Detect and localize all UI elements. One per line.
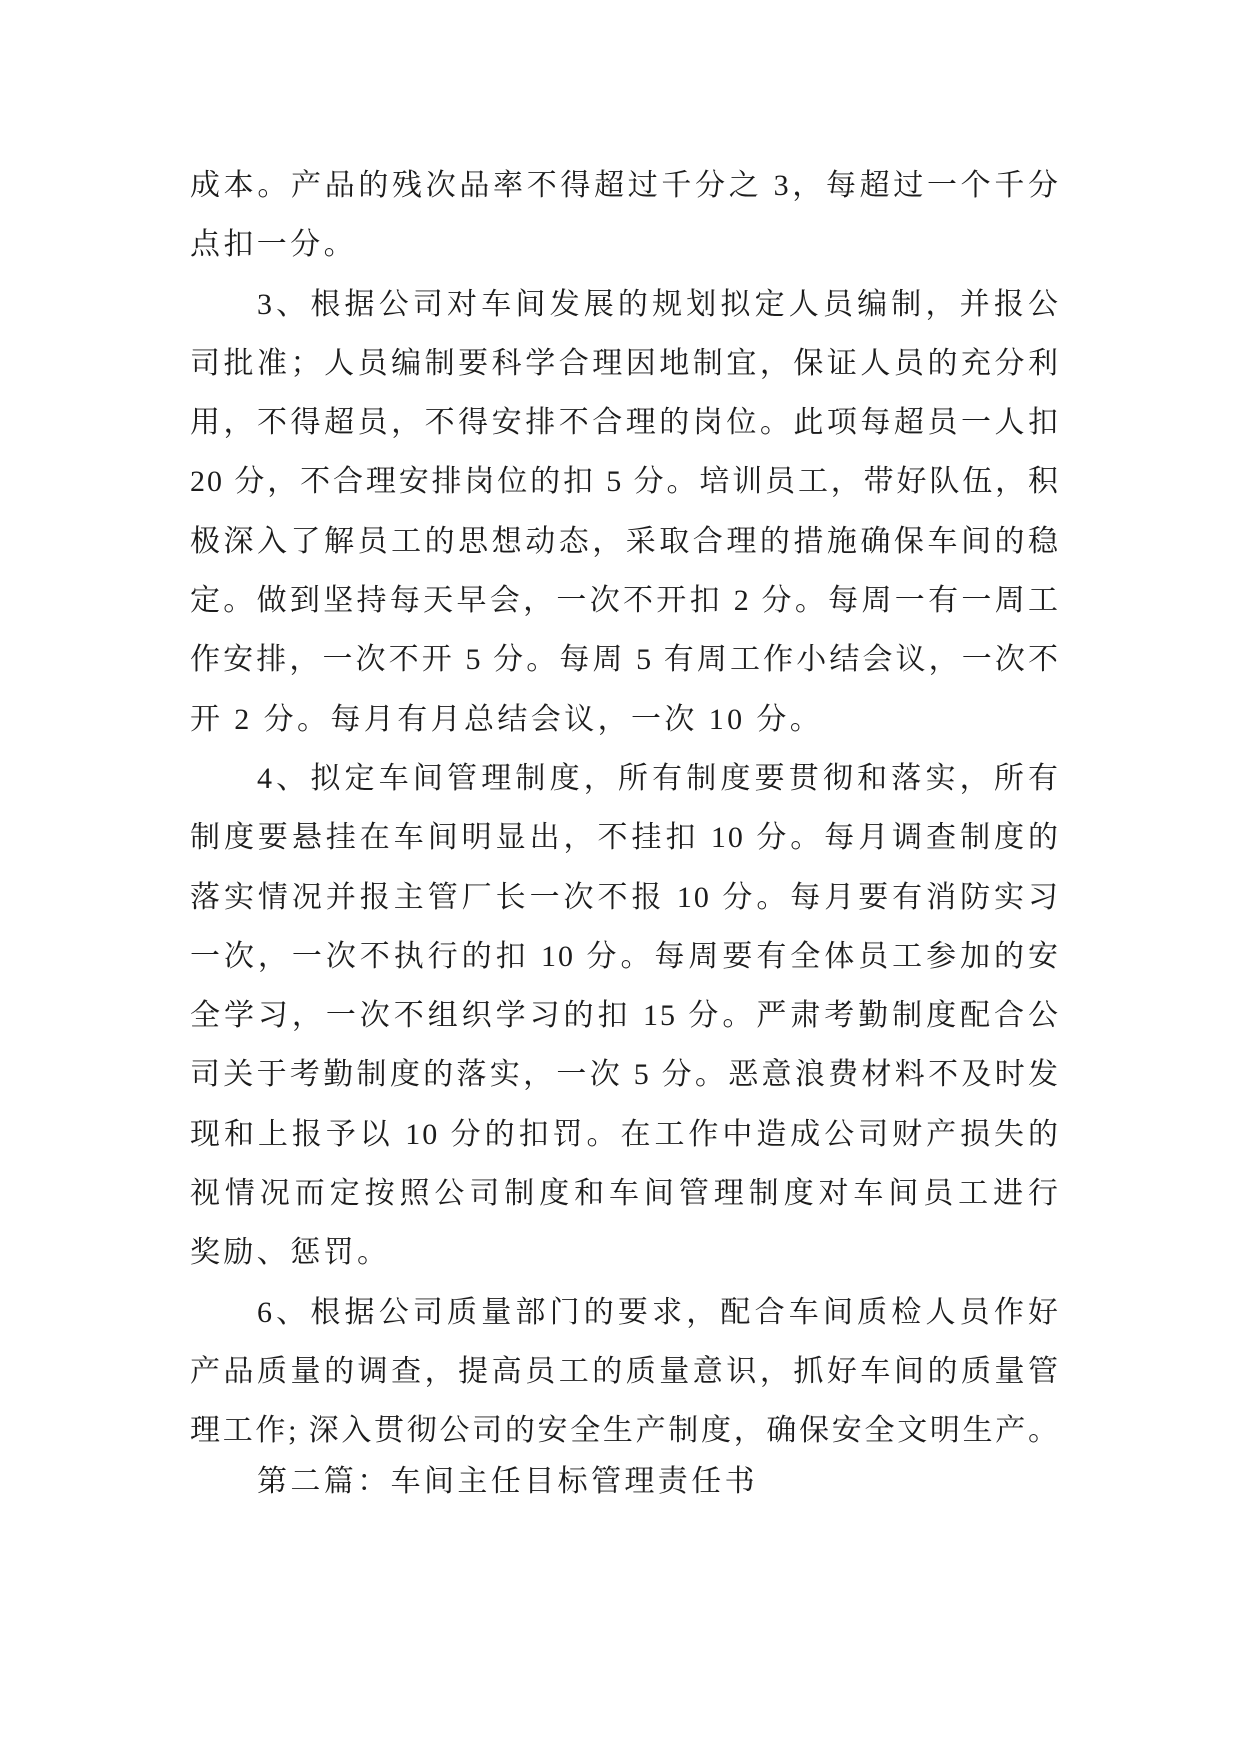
text-line: 定。做到坚持每天早会，一次不开扣 2 分。每周一有一周工 [190,584,1060,618]
text-line: 司关于考勤制度的落实，一次 5 分。恶意浪费材料不及时发 [190,1058,1060,1092]
paragraph-item-4 [190,749,1060,1283]
text-line: 一次，一次不执行的扣 10 分。每周要有全体员工参加的安 [190,939,1060,973]
text-line: 奖励、惩罚。 [190,1236,391,1270]
text-line: 现和上报予以 10 分的扣罚。在工作中造成公司财产损失的 [190,1117,1060,1151]
paragraph-item-6 [190,1283,1060,1461]
section-heading: 第二篇：车间主任目标管理责任书 [257,1464,758,1498]
text-line: 点扣一分。 [190,228,357,262]
text-line: 司批准；人员编制要科学合理因地制宜，保证人员的充分利 [190,346,1060,380]
text-line: 全学习，一次不组织学习的扣 15 分。严肃考勤制度配合公 [190,999,1060,1033]
text-line: 3、根据公司对车间发展的规划拟定人员编制，并报公 [257,287,1060,321]
paragraph-item-3 [190,275,1060,749]
document-body [190,156,1060,1511]
text-line: 4、拟定车间管理制度，所有制度要贯彻和落实，所有 [257,761,1060,795]
text-line: 作安排，一次不开 5 分。每周 5 有周工作小结会议，一次不 [190,643,1060,677]
text-line: 20 分，不合理安排岗位的扣 5 分。培训员工，带好队伍，积 [190,465,1060,499]
text-line: 用，不得超员，不得安排不合理的岗位。此项每超员一人扣 [190,406,1060,440]
text-line: 开 2 分。每月有月总结会议，一次 10 分。 [190,702,824,736]
paragraph-continuation [190,156,1060,275]
text-line: 6、根据公司质量部门的要求，配合车间质检人员作好 [257,1295,1060,1329]
text-line: 产品质量的调查，提高员工的质量意识，抓好车间的质量管 [190,1354,1060,1388]
text-line: 理工作; 深入贯彻公司的安全生产制度，确保安全文明生产。 [190,1414,1060,1448]
text-line: 视情况而定按照公司制度和车间管理制度对车间员工进行 [190,1177,1060,1211]
text-line: 极深入了解员工的思想动态，采取合理的措施确保车间的稳 [190,524,1060,558]
text-line: 成本。产品的残次品率不得超过千分之 3，每超过一个千分 [190,169,1060,202]
text-line: 落实情况并报主管厂长一次不报 10 分。每月要有消防实习 [190,880,1060,914]
text-line: 制度要悬挂在车间明显出，不挂扣 10 分。每月调查制度的 [190,821,1060,855]
